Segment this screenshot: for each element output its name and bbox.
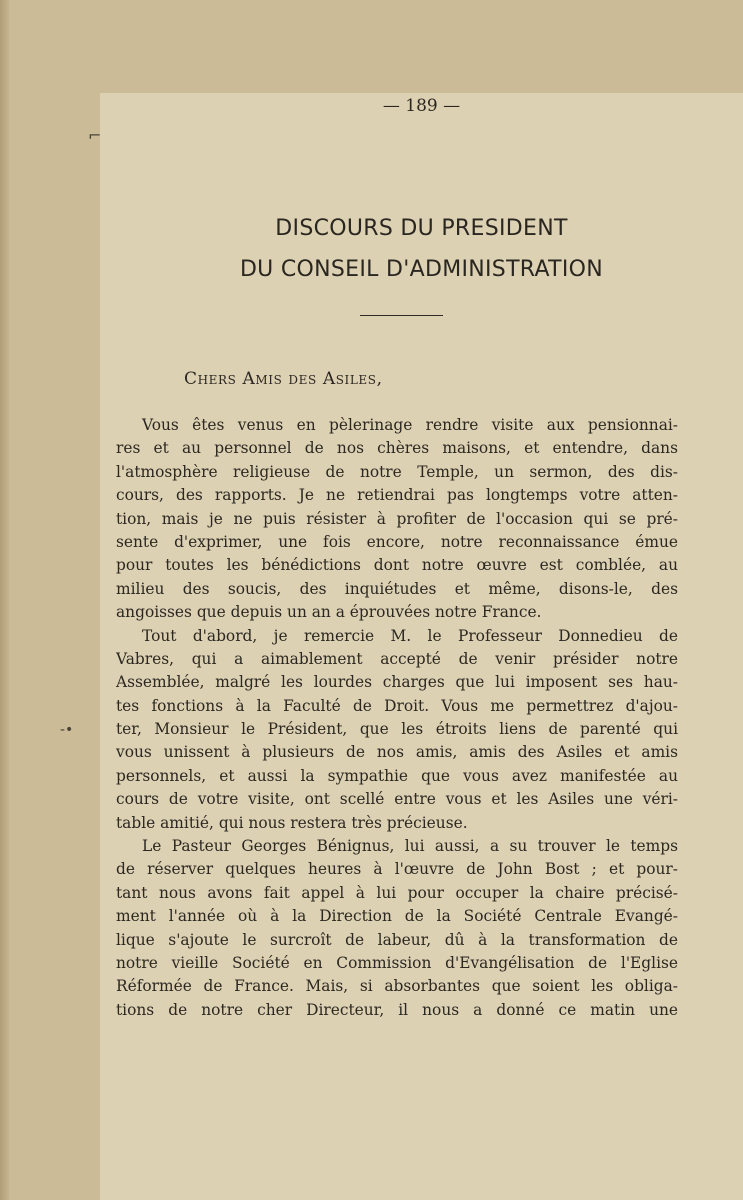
text-line: pour toutes les bénédictions dont notre œuvre est comblée, au bbox=[116, 556, 678, 575]
text-line: tions de notre cher Directeur, il nous a donné ce matin une bbox=[116, 1000, 678, 1019]
title-line-1: DISCOURS DU PRESIDENT bbox=[275, 216, 568, 241]
text-line: vous unissent à plusieurs de nos amis, amis des Asiles et amis bbox=[116, 743, 678, 762]
text-line: cours, des rapports. Je ne retiendrai pas longtemps votre atten- bbox=[116, 486, 678, 505]
text-line: Assemblée, malgré les lourdes charges que lui imposent ses hau- bbox=[116, 673, 678, 692]
title-line-2: DU CONSEIL D'ADMINISTRATION bbox=[239, 257, 604, 282]
title-separator-rule bbox=[360, 315, 443, 316]
text-line: res et au personnel de nos chères maisons, et entendre, dans bbox=[116, 439, 678, 458]
text-line: milieu des soucis, des inquiétudes et même, disons-le, des bbox=[116, 579, 678, 598]
text-line: table amitié, qui nous restera très précieuse. bbox=[116, 813, 468, 832]
text-line: tes fonctions à la Faculté de Droit. Vous me permettrez d'ajou- bbox=[116, 696, 678, 715]
text-line: Vous êtes venus en pèlerinage rendre visite aux pensionnai- bbox=[142, 416, 678, 434]
page-number: — 189 — bbox=[382, 96, 461, 116]
text-line: Tout d'abord, je remercie M. le Professeur Donnedieu de bbox=[142, 626, 678, 645]
text-line: de réserver quelques heures à l'œuvre de John Bost ; et pour- bbox=[116, 860, 678, 879]
text-line: lique s'ajoute le surcroît de labeur, dû à la transformation de bbox=[116, 930, 678, 949]
text-line: cours de votre visite, ont scellé entre vous et les Asiles une véri- bbox=[116, 790, 678, 809]
binding-edge bbox=[0, 0, 9, 1200]
text-line: angoisses que depuis un an a éprouvées notre France. bbox=[116, 603, 542, 622]
text-line: tion, mais je ne puis résister à profiter de l'occasion qui se pré- bbox=[116, 509, 678, 528]
text-line: tant nous avons fait appel à lui pour occuper la chaire précisé- bbox=[116, 883, 678, 902]
body-text bbox=[116, 414, 678, 1022]
text-line: Réformée de France. Mais, si absorbantes que soient les obliga- bbox=[116, 977, 678, 996]
margin-mark: ⌐ bbox=[88, 126, 102, 145]
text-line: l'atmosphère religieuse de notre Temple, un sermon, des dis- bbox=[116, 462, 678, 481]
text-line: ter, Monsieur le Président, que les étroits liens de parenté qui bbox=[116, 720, 678, 739]
text-line: ment l'année où à la Direction de la Société Centrale Evangé- bbox=[116, 907, 678, 926]
text-line: notre vieille Société en Commission d'Evangélisation de l'Eglise bbox=[116, 953, 678, 972]
text-line: personnels, et aussi la sympathie que vous avez manifestée au bbox=[116, 766, 678, 785]
salutation: Chers Amis des Asiles, bbox=[184, 369, 383, 389]
text-line: sente d'exprimer, une fois encore, notre reconnaissance émue bbox=[116, 532, 678, 551]
margin-mark: -• bbox=[60, 722, 74, 738]
text-line: Vabres, qui a aimablement accepté de venir présider notre bbox=[116, 649, 678, 668]
text-line: Le Pasteur Georges Bénignus, lui aussi, a su trouver le temps bbox=[142, 837, 678, 856]
